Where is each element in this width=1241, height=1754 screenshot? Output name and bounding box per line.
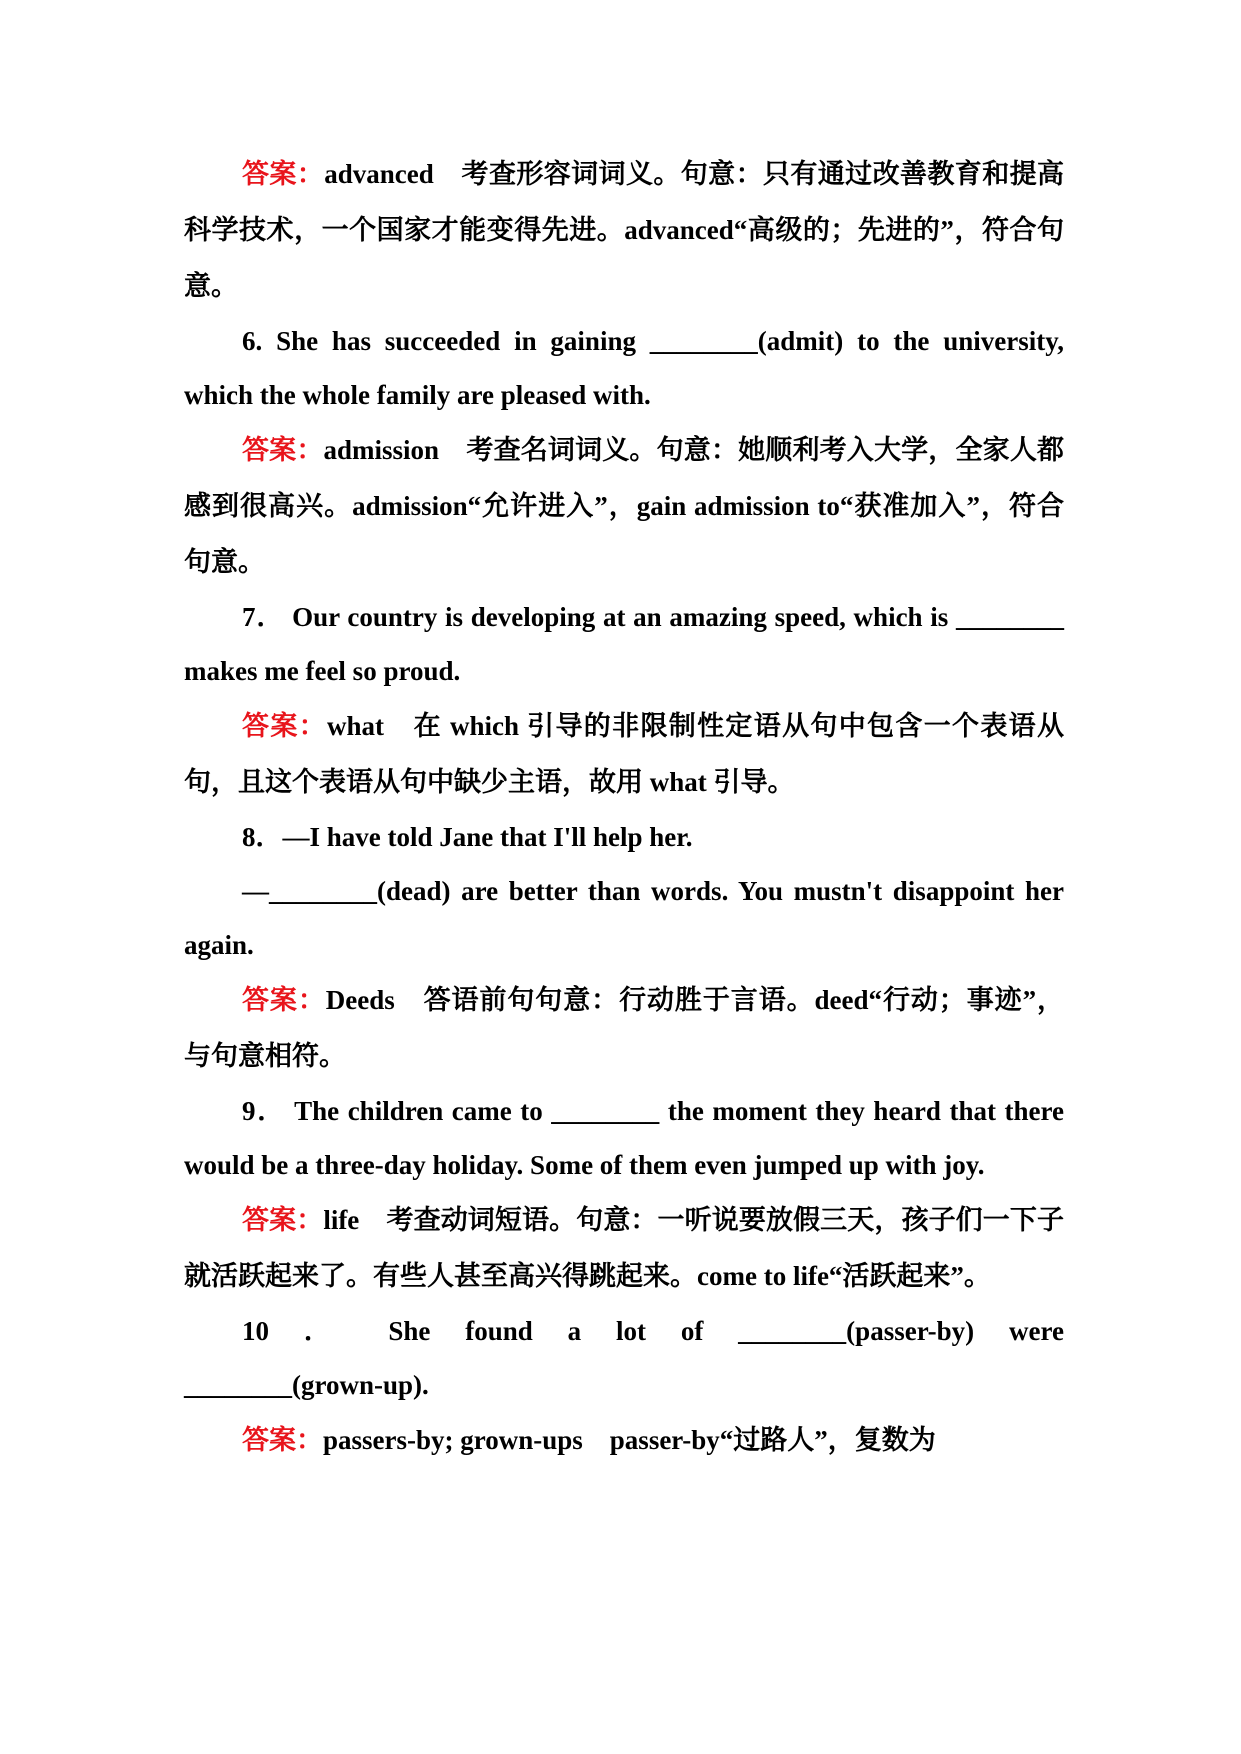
answer-label: 答案： bbox=[242, 985, 326, 1015]
answer-text: life 考查动词短语。句意：一听说要放假三天，孩子们一下子就活跃起来了。有些人甚至高兴得跳起来。come to life“活跃起来”。 bbox=[184, 1205, 1064, 1291]
question-10: 10 ． She found a lot of ________(passer-by) were ________(grown-up). bbox=[184, 1316, 1064, 1400]
question-6: 6. She has succeeded in gaining ________(admit) to the university, which the whole family are pleased with. bbox=[184, 326, 1064, 410]
answer-text: passers-by; grown-ups passer-by“过路人”，复数为 bbox=[323, 1425, 936, 1455]
answer-label: 答案： bbox=[242, 711, 327, 741]
answer-8 bbox=[184, 972, 1064, 1084]
question-9: 9． The children came to ________ the moment they heard that there would be a three-day holiday. Some of them even jumped up with joy. bbox=[184, 1096, 1064, 1180]
answer-text: admission 考查名词词义。句意：她顺利考入大学，全家人都感到很高兴。admission“允许进入”，gain admission to“获准加入”，符合句意。 bbox=[184, 435, 1064, 577]
answer-text: advanced 考查形容词词义。句意：只有通过改善教育和提高科学技术，一个国家才能变得先进。advanced“高级的；先进的”，符合句意。 bbox=[184, 159, 1065, 301]
answer-5 bbox=[184, 146, 1064, 314]
answer-label: 答案： bbox=[242, 1205, 324, 1235]
exercise-content bbox=[184, 146, 1064, 1468]
answer-10 bbox=[184, 1412, 1064, 1468]
answer-text: what 在 which 引导的非限制性定语从句中包含一个表语从句，且这个表语从句中缺少主语，故用 what 引导。 bbox=[184, 711, 1064, 797]
answer-7 bbox=[184, 698, 1064, 810]
answer-6 bbox=[184, 422, 1064, 590]
question-7: 7． Our country is developing at an amazing speed, which is ________ makes me feel so proud. bbox=[184, 602, 1064, 686]
answer-label: 答案： bbox=[242, 159, 325, 189]
answer-label: 答案： bbox=[242, 1425, 323, 1455]
question-8: 8．—I have told Jane that I'll help her. bbox=[242, 822, 693, 852]
answer-text: Deeds 答语前句句意：行动胜于言语。deed“行动；事迹”，与句意相符。 bbox=[184, 985, 1065, 1071]
answer-label: 答案： bbox=[242, 435, 324, 465]
answer-9 bbox=[184, 1192, 1064, 1304]
question-8-reply: —________(dead) are better than words. You mustn't disappoint her again. bbox=[184, 876, 1064, 960]
